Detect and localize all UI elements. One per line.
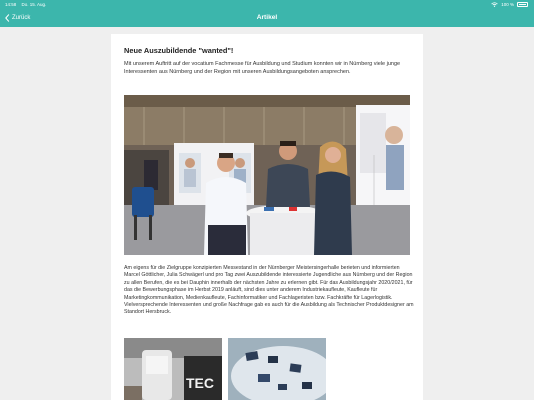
- battery-percent: 100 %: [501, 2, 514, 7]
- status-date: Do. 15. Aug.: [21, 2, 47, 7]
- article-card: [111, 34, 423, 400]
- photo-main-illustration: [124, 95, 410, 255]
- photo-right-illustration: [228, 338, 326, 400]
- article-body: Am eigens für die Zielgruppe konzipierten Messestand in der Nürnberger Meistersingerhalle berieten und informierten Marcel Göttlicher, Julia Schwägerl und pro Tag zwei Auszubildende interessierte Jugendliche aus Nürnberg und der Region zu allen Berufen, die es bei Dauphin innerhalb der nächsten Jahre zu erlernen gibt. Für das Ausbildungsjahr 2020/2021, für das die Bewerbungsphase im Herbst 2019 anläuft, sind dies unter anderem Industriekaufleute, Kaufleute für Marketingkommunikation, Medienkaufleute, Fachinformatiker und Fachlageristen bzw. Fachkräfte für Lagerlogistik. Vielversprechende Interessenten und große Nachfrage gab es auch für die Ausbildung als Technischer Produktdesigner am Standort Hersbruck.: [124, 265, 414, 316]
- article-photo-right[interactable]: [228, 338, 326, 400]
- wifi-icon: [491, 2, 498, 7]
- page-title: Artikel: [256, 14, 278, 21]
- article-photo-left[interactable]: [124, 338, 222, 400]
- nav-bar: [0, 9, 534, 27]
- status-right: [491, 0, 528, 9]
- article-title: Neue Auszubildende "wanted"!: [124, 46, 234, 55]
- article-photo-main[interactable]: [124, 95, 410, 255]
- status-left: [5, 0, 50, 9]
- photo-left-sign: TEC: [186, 375, 214, 391]
- status-time: 14:58: [5, 2, 17, 7]
- article-intro: Mit unserem Auftritt auf der vocatium Fachmesse für Ausbildung und Studium konnten wir in Nürnberg viele junge Interessenten aus Nürnberg und der Region mit unseren Ausbildungsangeboten ansprechen.: [124, 61, 401, 75]
- back-label: Zurück: [12, 15, 31, 21]
- battery-icon: [517, 2, 528, 7]
- status-bar: [0, 0, 534, 9]
- photo-left-illustration: [124, 338, 222, 400]
